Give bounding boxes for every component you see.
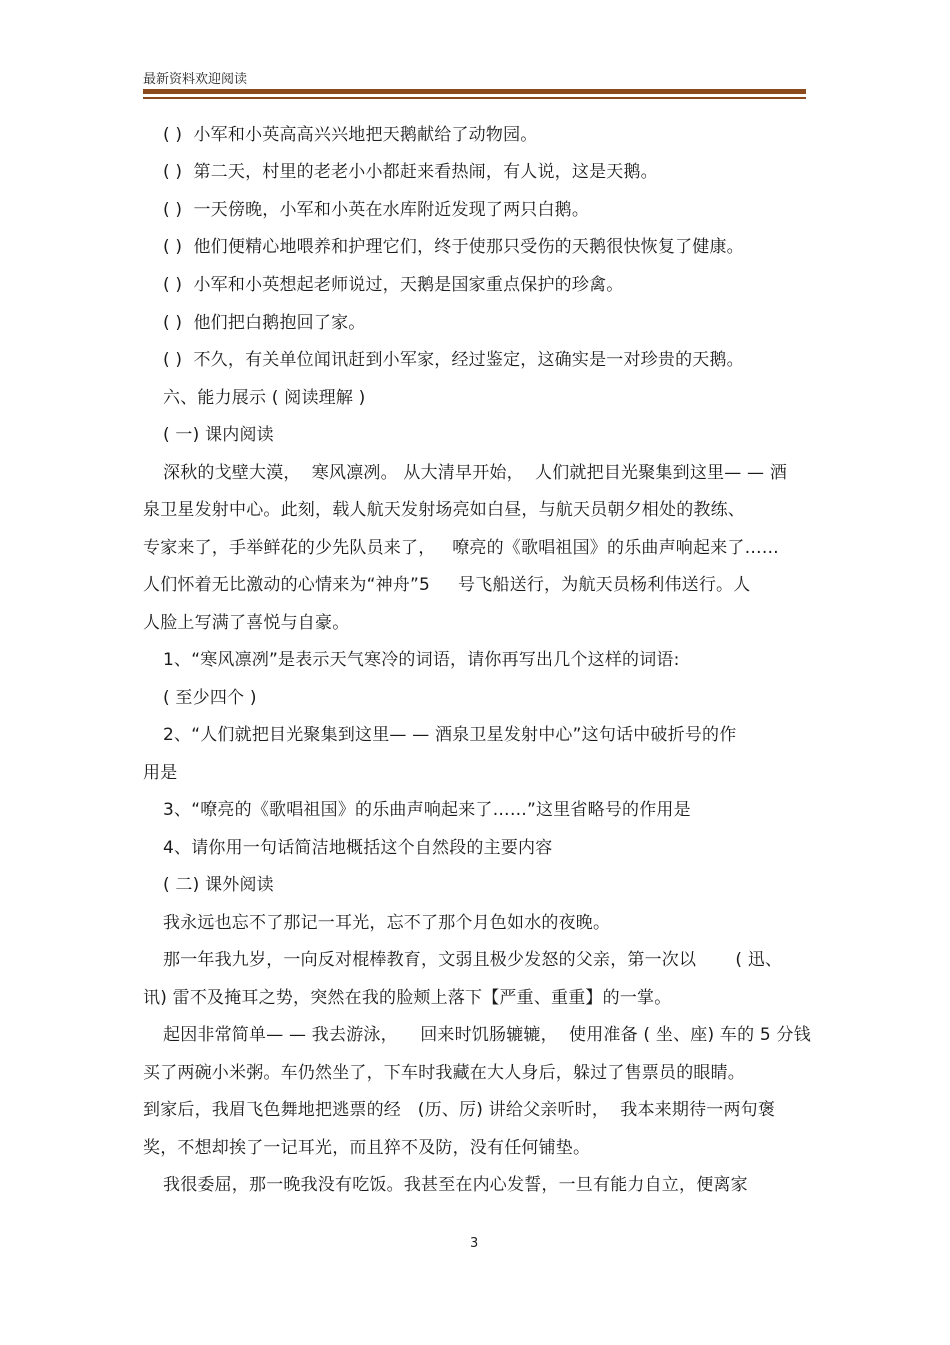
text-line: 我很委屈，那一晚我没有吃饭。我甚至在内心发誓，一旦有能力自立，便离家: [163, 1175, 748, 1195]
header-title: 最新资料欢迎阅读: [143, 72, 248, 87]
text-line: ( ) 小军和小英高高兴兴地把天鹅献给了动物园。: [163, 125, 538, 145]
text-line: 人脸上写满了喜悦与自豪。: [143, 613, 350, 633]
question-3: 3、“嘹亮的《歌唱祖国》的乐曲声响起来了……”这里省略号的作用是: [163, 800, 691, 820]
text-line: 起因非常简单— — 我去游泳， 回来时饥肠辘辘， 使用准备 ( 坐、座) 车的 5 分钱: [163, 1025, 811, 1045]
question-1-note: ( 至少四个 ): [163, 688, 257, 708]
question-2-cont: 用是: [143, 763, 178, 783]
page-number: 3: [470, 1236, 479, 1251]
subsection-heading: ( 一) 课内阅读: [163, 425, 274, 445]
question-1: 1、“寒风凛冽”是表示天气寒冷的词语，请你再写出几个这样的词语:: [163, 650, 680, 670]
header-rule-thick: [143, 89, 806, 94]
text-line: ( ) 他们便精心地喂养和护理它们，终于使那只受伤的天鹅很快恢复了健康。: [163, 237, 744, 257]
text-line: 到家后，我眉飞色舞地把逃票的经 (历、厉) 讲给父亲听时， 我本来期待一两句褒: [143, 1100, 776, 1120]
text-line: ( ) 不久，有关单位闻讯赶到小军家，经过鉴定，这确实是一对珍贵的天鹅。: [163, 350, 744, 370]
text-line: ( ) 小军和小英想起老师说过，天鹅是国家重点保护的珍禽。: [163, 275, 624, 295]
text-line: ( ) 他们把白鹅抱回了家。: [163, 313, 366, 333]
text-line: ( ) 一天傍晚，小军和小英在水库附近发现了两只白鹅。: [163, 200, 590, 220]
text-line: 深秋的戈壁大漠， 寒风凛冽。 从大清早开始， 人们就把目光聚集到这里— — 酒: [163, 463, 788, 483]
text-line: 买了两碗小米粥。车仍然坐了，下车时我藏在大人身后，躲过了售票员的眼睛。: [143, 1063, 745, 1083]
text-line: 泉卫星发射中心。此刻，载人航天发射场亮如白昼，与航天员朝夕相处的教练、: [143, 500, 745, 520]
text-line: 人们怀着无比激动的心情来为“神舟”5 号飞船送行，为航天员杨利伟送行。人: [143, 575, 751, 595]
text-line: ( ) 第二天，村里的老老小小都赶来看热闹，有人说，这是天鹅。: [163, 162, 658, 182]
header-rule-thin: [143, 97, 806, 99]
text-line: 专家来了，手举鲜花的少先队员来了， 嘹亮的《歌唱祖国》的乐曲声响起来了……: [143, 538, 780, 558]
text-line: 讯) 雷不及掩耳之势，突然在我的脸颊上落下【严重、重重】的一掌。: [143, 988, 672, 1008]
text-line: 奖，不想却挨了一记耳光，而且猝不及防，没有任何铺垫。: [143, 1138, 591, 1158]
subsection-heading: ( 二) 课外阅读: [163, 875, 274, 895]
question-2: 2、“人们就把目光聚集到这里— — 酒泉卫星发射中心”这句话中破折号的作: [163, 725, 737, 745]
section-heading: 六、能力展示 ( 阅读理解 ): [163, 388, 366, 408]
question-4: 4、请你用一句话简洁地概括这个自然段的主要内容: [163, 838, 553, 858]
text-line: 那一年我九岁，一向反对棍棒教育，文弱且极少发怒的父亲，第一次以 ( 迅、: [163, 950, 783, 970]
text-line: 我永远也忘不了那记一耳光，忘不了那个月色如水的夜晚。: [163, 913, 611, 933]
